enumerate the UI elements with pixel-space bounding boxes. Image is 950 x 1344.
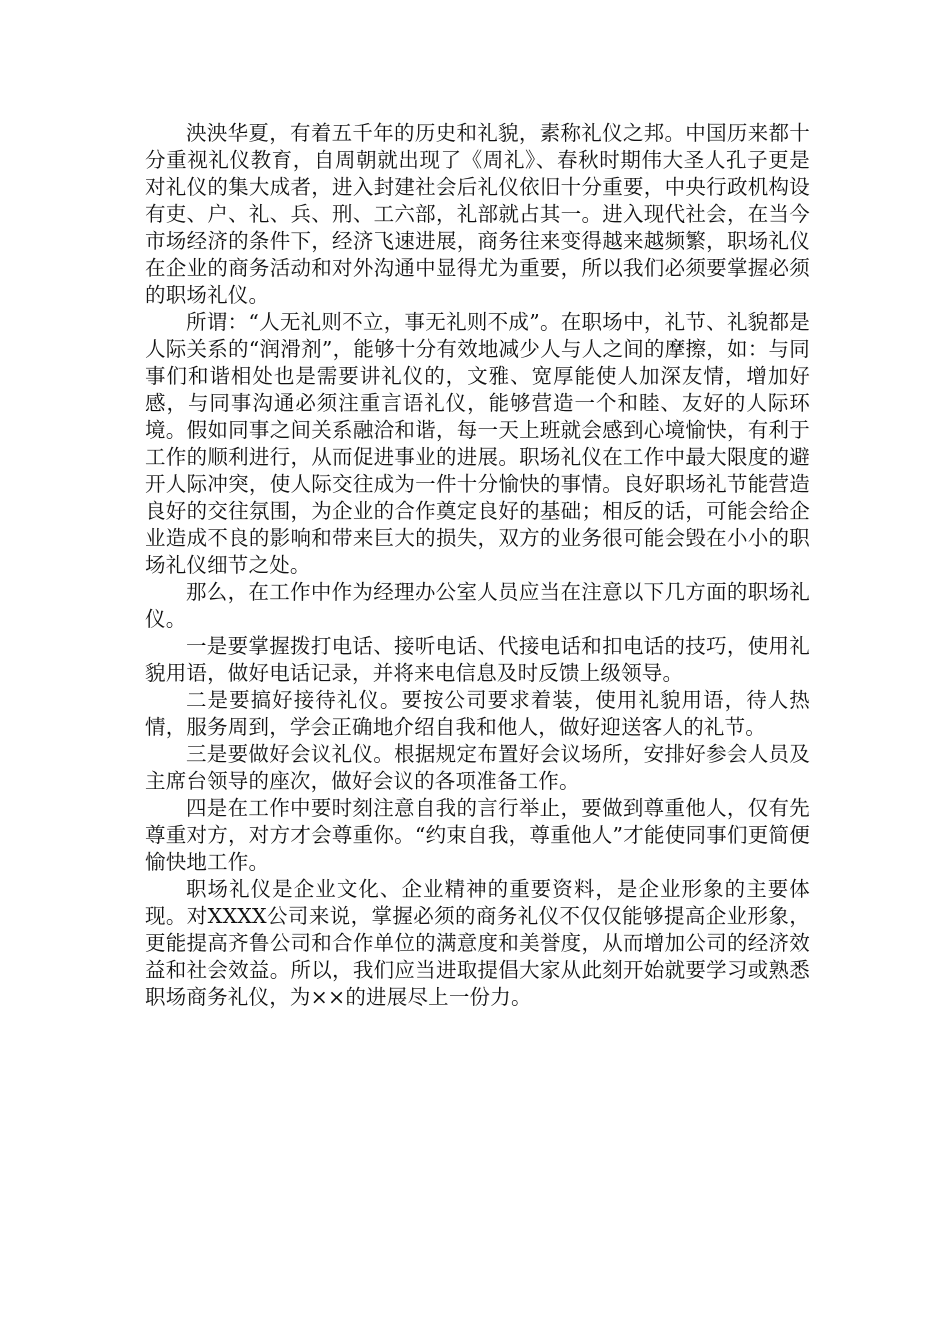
paragraph-point-conduct: 四是在工作中要时刻注意自我的言行举止，要做到尊重他人，仅有先尊重对方，对方才会尊重你。“约束自我，尊重他人”才能使同事们更简便愉快地工作。 <box>145 796 810 874</box>
paragraph-point-phone: 一是要掌握拨打电话、接听电话、代接电话和扣电话的技巧，使用礼貌用语，做好电话记录，并将来电信息及时反馈上级领导。 <box>145 634 810 685</box>
paragraph-importance: 所谓：“人无礼则不立，事无礼则不成”。在职场中，礼节、礼貌都是人际关系的“润滑剂”，能够十分有效地减少人与人之间的摩擦，如：与同事们和谐相处也是需要讲礼仪的，文雅、宽厚能使人加深友情，增加好感，与同事沟通必须注重言语礼仪，能够营造一个和睦、友好的人际环境。假如同事之间关系融洽和谐，每一天上班就会感到心境愉快，有利于工作的顺利进行，从而促进事业的进展。职场礼仪在工作中最大限度的避开人际冲突，使人际交往成为一件十分愉快的事情。良好职场礼节能营造良好的交往氛围，为企业的合作奠定良好的基础；相反的话，可能会给企业造成不良的影响和带来巨大的损失，双方的业务很可能会毁在小小的职场礼仪细节之处。 <box>145 310 810 577</box>
paragraph-point-meeting: 三是要做好会议礼仪。根据规定布置好会议场所，安排好参会人员及主席台领导的座次，做好会议的各项准备工作。 <box>145 742 810 793</box>
document-body <box>145 120 810 1011</box>
paragraph-intro: 泱泱华夏，有着五千年的历史和礼貌，素称礼仪之邦。中国历来都十分重视礼仪教育，自周朝就出现了《周礼》、春秋时期伟大圣人孔子更是对礼仪的集大成者，进入封建社会后礼仪依旧十分重要，中央行政机构设有吏、户、礼、兵、刑、工六部，礼部就占其一。进入现代社会，在当今市场经济的条件下，经济飞速进展，商务往来变得越来越频繁，职场礼仪在企业的商务活动和对外沟通中显得尤为重要，所以我们必须要掌握必须的职场礼仪。 <box>145 121 810 307</box>
paragraph-conclusion: 职场礼仪是企业文化、企业精神的重要资料，是企业形象的主要体现。对XXXX公司来说，掌握必须的商务礼仪不仅仅能够提高企业形象，更能提高齐鲁公司和合作单位的满意度和美誉度，从而增加公司的经济效益和社会效益。所以，我们应当进取提倡大家从此刻开始就要学习或熟悉职场商务礼仪，为××的进展尽上一份力。 <box>145 877 810 1009</box>
paragraph-overview: 那么，在工作中作为经理办公室人员应当在注意以下几方面的职场礼仪。 <box>145 580 810 631</box>
paragraph-point-reception: 二是要搞好接待礼仪。要按公司要求着装，使用礼貌用语，待人热情，服务周到，学会正确地介绍自我和他人，做好迎送客人的礼节。 <box>145 688 810 739</box>
